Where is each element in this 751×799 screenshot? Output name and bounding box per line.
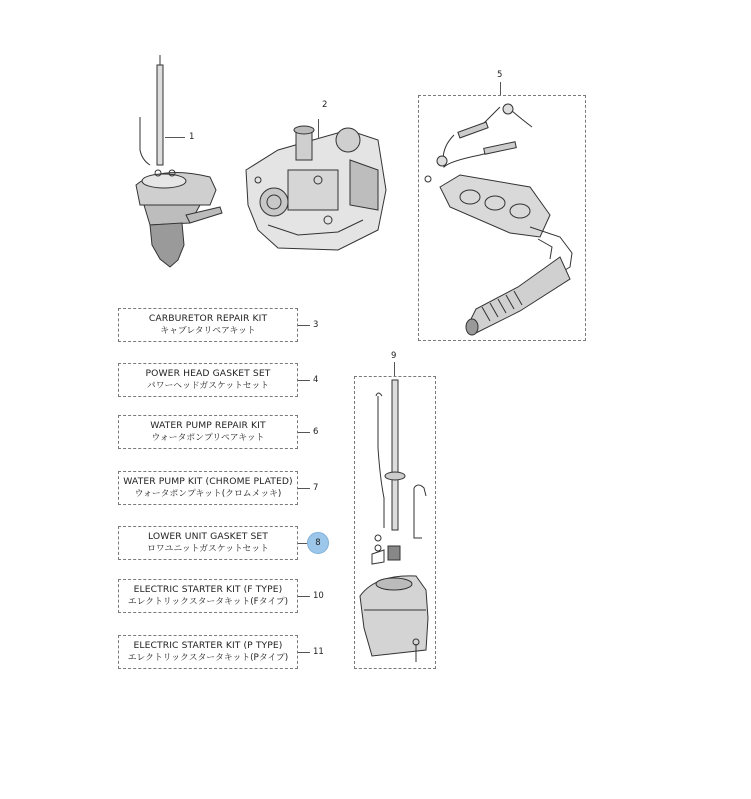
kit-name-jp: ウォータポンプキット(クロムメッキ) [134,489,282,499]
kit-name-en: WATER PUMP REPAIR KIT [150,420,266,431]
kit-name-jp: キャブレタリペアキット [160,326,256,336]
kit-ref-7[interactable]: 7 [313,483,319,493]
kit-name-jp: エレクトリックスタータキット(Fタイプ) [127,597,289,607]
kit-ref-10[interactable]: 10 [313,591,324,601]
part-2-power-head-illustration [238,110,393,260]
kit-name-jp: パワーヘッドガスケットセット [146,381,270,391]
kit-ref-8-highlighted[interactable]: 8 [307,532,329,554]
kit-box-power-head-gasket[interactable] [118,363,298,397]
kit-name-en: ELECTRIC STARTER KIT (F TYPE) [133,584,283,595]
kit-ref-11[interactable]: 11 [313,647,324,657]
part-ref-5: 5 [497,70,503,80]
part-5-fuel-line-illustration [420,97,584,339]
kit-box-water-pump-chrome[interactable] [118,471,298,505]
kit-ref-6[interactable]: 6 [313,427,319,437]
part-ref-2: 2 [322,100,328,110]
kit-name-en: WATER PUMP KIT (CHROME PLATED) [123,476,293,487]
kit-name-jp: ウォータポンプリペアキット [151,433,265,443]
kit-name-en: ELECTRIC STARTER KIT (P TYPE) [133,640,283,651]
kit-name-en: CARBURETOR REPAIR KIT [148,313,268,324]
kit-box-electric-starter-p[interactable] [118,635,298,669]
kit-box-electric-starter-f[interactable] [118,579,298,613]
part-9-drive-shaft-illustration [356,378,434,667]
kit-ref-4[interactable]: 4 [313,375,319,385]
part-1-lower-unit-illustration [120,55,230,280]
kit-box-water-pump-repair[interactable] [118,415,298,449]
part-ref-1: 1 [189,132,195,142]
part-ref-9: 9 [391,351,397,361]
kit-name-en: POWER HEAD GASKET SET [145,368,271,379]
kit-name-jp: ロワユニットガスケットセット [147,544,269,554]
kit-ref-3[interactable]: 3 [313,320,319,330]
kit-box-lower-unit-gasket[interactable] [118,526,298,560]
kit-box-carburetor-repair[interactable] [118,308,298,342]
kit-name-en: LOWER UNIT GASKET SET [147,531,268,542]
kit-name-jp: エレクトリックスタータキット(Pタイプ) [127,653,289,663]
